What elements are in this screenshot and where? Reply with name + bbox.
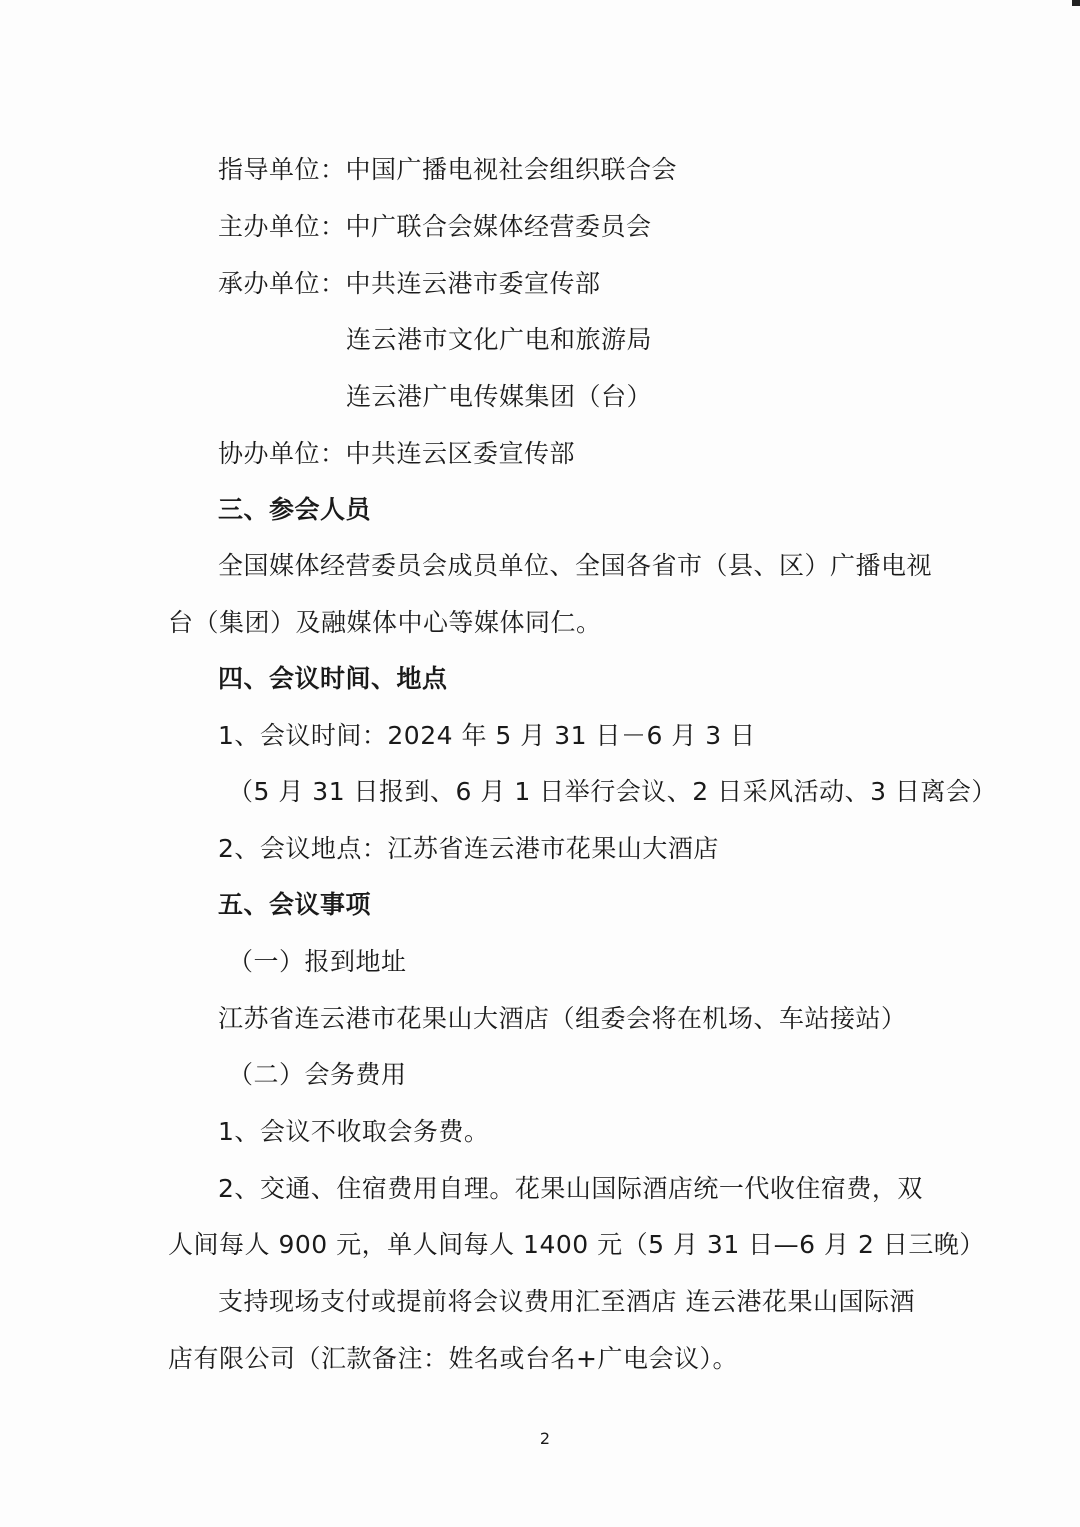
guide-unit: 指导单位：中国广播电视社会组织联合会 [218,155,678,184]
sub1-text: 江苏省连云港市花果山大酒店（组委会将在机场、车站接站） [218,1004,907,1033]
assist-unit: 协办单位：中共连云区委宣传部 [218,439,576,468]
meeting-time-note: （5 月 31 日报到、6 月 1 日举行会议、2 日采风活动、3 日离会） [228,777,997,806]
section3-para-line1: 全国媒体经营委员会成员单位、全国各省市（县、区）广播电视 [218,551,933,580]
sub1-heading: （一）报到地址 [228,947,407,976]
section3-heading: 三、参会人员 [218,495,372,524]
scan-edge-mark [1072,0,1080,6]
undertake-unit-1: 承办单位：中共连云港市委宣传部 [218,269,601,298]
payment-line2: 店有限公司（汇款备注：姓名或台名+广电会议）。 [168,1344,738,1373]
meeting-time: 1、会议时间：2024 年 5 月 31 日－6 月 3 日 [218,721,756,750]
undertake-unit-2: 连云港市文化广电和旅游局 [346,325,653,354]
section4-heading: 四、会议时间、地点 [218,664,448,693]
host-unit: 主办单位：中广联合会媒体经营委员会 [218,212,652,241]
page-number: 2 [539,1429,551,1448]
payment-line1: 支持现场支付或提前将会议费用汇至酒店 连云港花果山国际酒 [218,1287,915,1316]
fee-item-2-line2: 人间每人 900 元，单人间每人 1400 元（5 月 31 日—6 月 2 日三晚） [168,1230,985,1259]
undertake-unit-3: 连云港广电传媒集团（台） [346,382,653,411]
section3-para-line2: 台（集团）及融媒体中心等媒体同仁。 [168,608,602,637]
fee-item-1: 1、会议不收取会务费。 [218,1117,490,1146]
fee-item-2-line1: 2、交通、住宿费用自理。花果山国际酒店统一代收住宿费，双 [218,1174,923,1203]
sub2-heading: （二）会务费用 [228,1060,407,1089]
section5-heading: 五、会议事项 [218,890,372,919]
meeting-place: 2、会议地点：江苏省连云港市花果山大酒店 [218,834,719,863]
